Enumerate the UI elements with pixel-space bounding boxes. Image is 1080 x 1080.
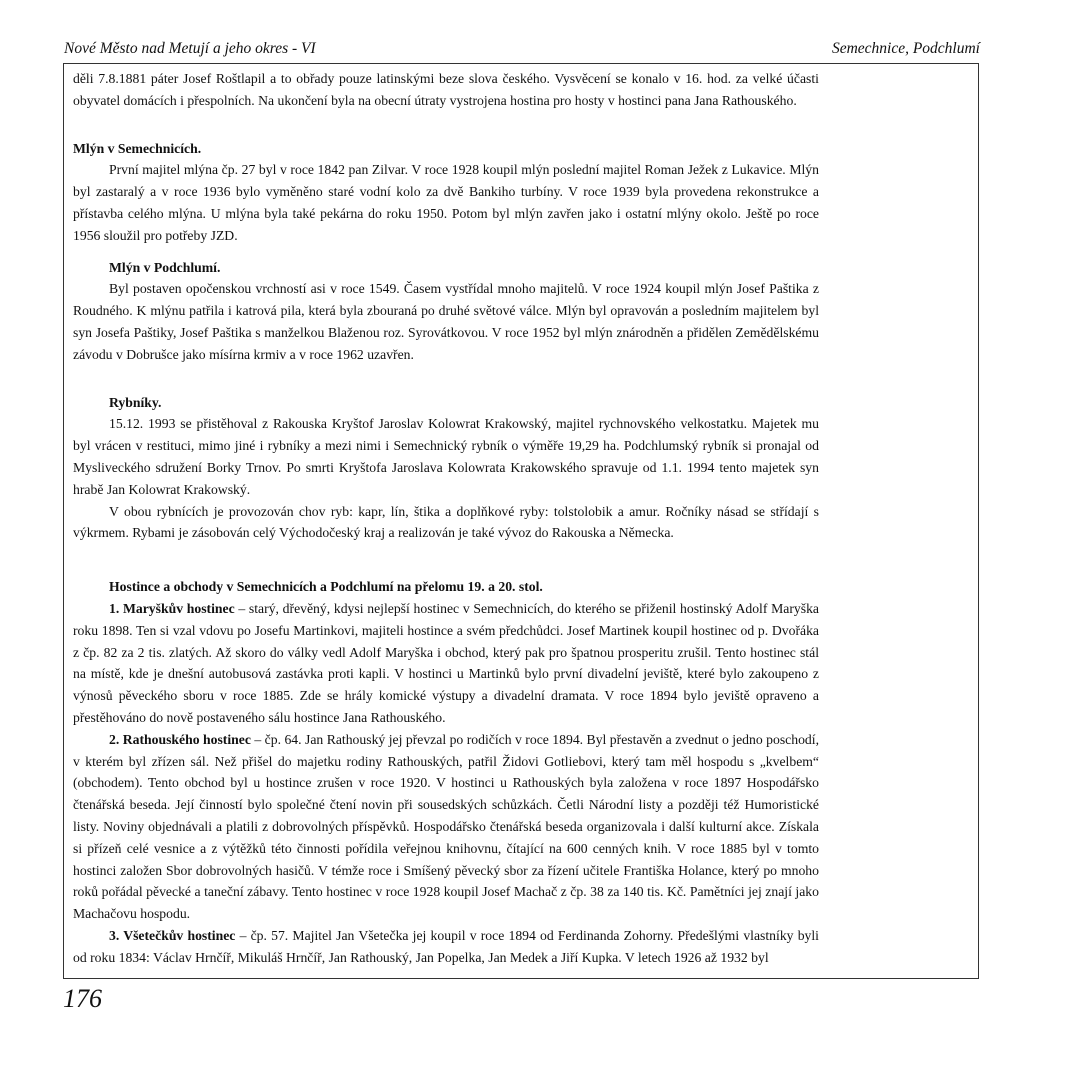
paragraph-mlyn-podchlumi: Byl postaven opočenskou vrchností asi v roce 1549. Časem vystřídal mnoho majitelů. V roce 1924 koupil mlýn Josef Paštika z Roudného. K mlýnu patřila i katrová pila, která byla zbouraná po druhé světové válce. Mlýn byl opravován a posledním majitelem byl syn Josefa Paštiky, Josef Paštika s manželkou Blaženou roz. Syrovátkovou. V roce 1952 byl mlýn znárodněn a přidělen Zemědělskému závodu v Dobrušce jako mísírna krmiv a v roce 1962 uzavřen.	[73, 281, 819, 362]
hostinec-title-3: 3. Všetečkův hostinec	[109, 927, 236, 943]
spacer	[73, 544, 819, 566]
hostinec-title-2: 2. Rathouského hostinec	[109, 731, 251, 747]
paragraph-rybniky-1: 15.12. 1993 se přistěhoval z Rakouska Kryštof Jaroslav Kolowrat Krakowský, majitel rychnovského velkostatku. Majetek mu byl vrácen v restituci, mimo jiné i rybníky a mezi nimi i Semechnický rybník o výměře 19,29 ha. Podchlumský rybník si pronajal od Mysliveckého sdružení Borky Trnov. Po smrti Kryštofa Jaroslava Kolowrata Krakowského spravuje od 1.1. 1994 tento majetek syn hrabě Jan Kolowrat Krakowský.	[73, 416, 819, 497]
running-header-left: Nové Město nad Metují a jeho okres - VI	[64, 40, 316, 57]
hostinec-text-2: – čp. 64. Jan Rathouský jej převzal po rodičích v roce 1894. Byl přestavěn a zvednut o jedno poschodí, v kterém byl zřízen sál. Než přišel do majetku rodiny Rathouských, patřil Židovi Gotliebovi, který tam měl hospodu s „kvelbem“ (obchodem). Tento obchod byl u hostince zrušen v roce 1920. V hostinci u Rathouských byla založena v roce 1897 Hospodářsko čtenářská beseda. Její činností bylo společné čtení novin při sousedských schůzkách. Četli Národní listy a později též Humoristické listy. Noviny objednávali a platili z dobrovolných příspěvků. Hospodářsko čtenářská beseda organizovala i další kulturní akce. Získala si přízeň celé vesnice a z výtěžků této činnosti pořídila veřejnou knihovnu, čítající na 600 cenných knih. V roce 1885 byl v tomto hostinci založen Sbor dobrovolných hasičů. V témže roce i Smíšený pěvecký sbor za řízení učitele Františka Holance, který po mnoho roků pořádal pěvecké a taneční zábavy. Tento hostinec v roce 1928 koupil Josef Machač z čp. 38 za 140 tis. Kč. Pamětníci jej znají jako Machačovu hospodu.	[73, 731, 819, 922]
spacer	[73, 112, 819, 128]
page-body	[73, 68, 819, 968]
running-header-right: Semechnice, Podchlumí	[831, 40, 980, 57]
paragraph-rybniky-2: V obou rybnících je provozován chov ryb: kapr, lín, štika a doplňkové ryby: tolstolobik a amur. Ročníky násad se střídají s výkrmem. Rybami je zásobován celý Východočeský kraj a realizován je také vývoz do Rakouska a Německa.	[73, 503, 819, 541]
hostinec-title-1: 1. Maryškův hostinec	[109, 600, 235, 616]
page-number: 176	[63, 984, 102, 1013]
spacer	[73, 366, 819, 382]
paragraph-hostinec-1	[73, 598, 819, 729]
paragraph-hostinec-3	[73, 925, 819, 969]
section-heading-mlyn-semechnice: Mlýn v Semechnicích.	[73, 140, 202, 156]
section-heading-hostince: Hostince a obchody v Semechnicích a Podchlumí na přelomu 19. a 20. stol.	[109, 579, 543, 595]
paragraph-hostinec-2	[73, 729, 819, 925]
hostinec-text-1: – starý, dřevěný, kdysi nejlepší hostinec v Semechnicích, do kterého se přiženil hostinský Adolf Maryška roku 1898. Ten si vzal vdovu po Josefu Martinkovi, majiteli hostince a svém předchůdci. Josef Martinek koupil hostinec od p. Dvořáka z čp. 82 za 2 tis. zlatých. Až skoro do války vedl Adolf Maryška i obchod, který pak pro špatnou prosperitu zrušil. Tento hostinec stál na místě, kde je dnešní autobusová zastávka proti kapli. V hostinci u Martinků bylo první divadelní jeviště, které bylo zakoupeno z výnosů pěveckého sboru v roce 1885. Zde se hrály komické výstupy a divadelní dramata. V roce 1894 bylo jeviště opraveno a přestěhováno do nově postaveného sálu hostince Jana Rathouského.	[73, 600, 820, 725]
section-heading-mlyn-podchlumi: Mlýn v Podchlumí.	[109, 259, 221, 275]
hostinec-text-3: – čp. 57. Majitel Jan Všetečka jej koupil v roce 1894 od Ferdinanda Zohorny. Předešlými vlastníky byli od roku 1834: Václav Hrnčíř, Mikuláš Hrnčíř, Jan Rathouský, Jan Popelka, Jan Medek a Jiří Kupka. V letech 1926 až 1932 byl	[73, 927, 819, 965]
intro-paragraph: děli 7.8.1881 páter Josef Roštlapil a to obřady pouze latinskými beze slova českého. Vysvěcení se konalo v 16. hod. za velké účasti obyvatel domácích i přespolních. Na ukončení byla na obecní útraty vystrojena hostina pro hosty v hostinci pana Jana Rathouského.	[73, 71, 819, 108]
paragraph-mlyn-semechnice: První majitel mlýna čp. 27 byl v roce 1842 pan Zilvar. V roce 1928 koupil mlýn poslední majitel Roman Ježek z Lukavice. Mlýn byl zastaralý a v roce 1936 bylo vyměněno staré vodní kolo za dvě Bankiho turbíny. V roce 1939 byla provedena rekonstrukce a přístavba celého mlýna. U mlýna byla také pekárna do roku 1950. Potom byl mlýn zavřen jako i ostatní mlýny okolo. Ještě po roce 1956 sloužil pro potřeby JZD.	[73, 162, 819, 243]
section-heading-rybniky: Rybníky.	[109, 394, 162, 410]
